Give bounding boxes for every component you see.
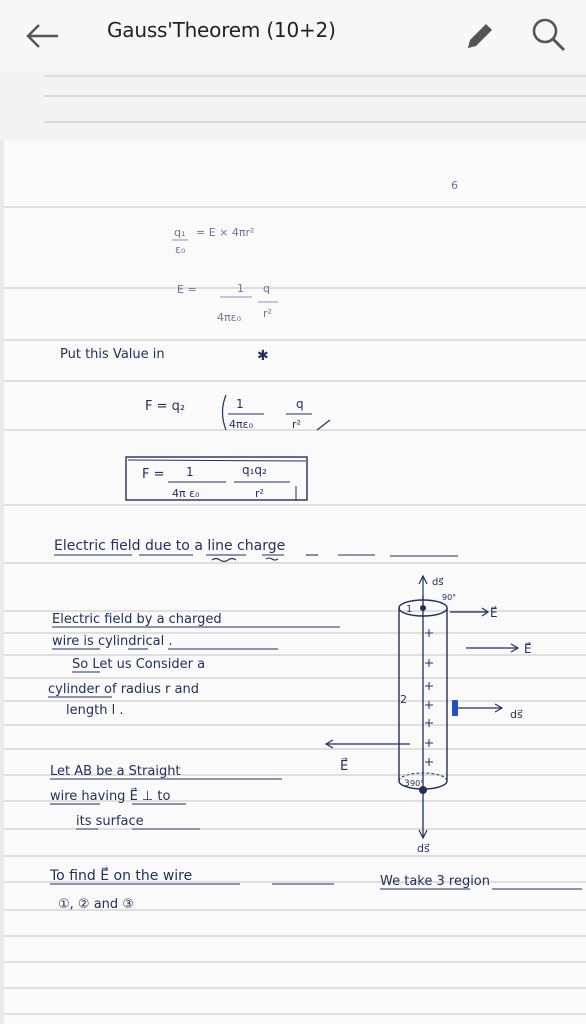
cylinder-diagram [326,576,532,855]
para2-line2: wire having E⃗ ⊥ to [50,789,171,804]
e-left-label: E⃗ [340,759,349,774]
eq3-frac1-num: 1 [236,397,244,411]
heading-underline [54,555,458,562]
eq3-frac2-den: r² [292,418,301,431]
para1-line3: So Let us Consider a [72,657,206,672]
boxed-frac2-den: r² [255,487,264,500]
eq3-frac1-den: 4πε₀ [229,418,253,431]
para3-underlines [50,884,582,889]
para3-right: We take 3 region [380,874,490,889]
surface-element [452,700,458,716]
eq1-right: = E × 4πr² [196,226,255,239]
eq1-left-den: ε₀ [175,243,186,256]
angle-bottom-label: 90° [410,779,425,788]
region-1-label: 1 [406,604,413,615]
section-heading: Electric field due to a line charge [54,538,286,554]
para3-line1: To find E⃗ on the wire [50,868,193,884]
eq2-frac2-num: q [263,282,270,295]
charge-markers [425,629,433,766]
para3-line2: ①, ② and ③ [58,897,134,912]
mid-ds-label: ds⃗ [510,708,523,721]
boxed-left: F = [142,467,165,482]
ruled-lines [4,207,586,1014]
put-text: Put this Value in [60,347,165,362]
eq2-frac1-den: 4πε₀ [217,311,241,324]
top-ds-label: ds⃗ [432,577,444,588]
para2-line1: Let AB be a Straight [50,764,181,779]
para1-line4: cylinder of radius r and [48,682,199,697]
eq2-frac2-den: r² [263,307,272,320]
para2-line3: its surface [76,814,144,829]
page-number: 6 [451,179,458,192]
eq3-left: F = q₂ [145,399,186,414]
page-title: Gauss'Theorem (10+2) [107,18,336,42]
para1-line5: length l . [66,703,124,718]
e-arrow-2-label: E⃗ [524,642,532,656]
boxed-frac1-num: 1 [186,465,194,479]
region-3-label: 3 [404,779,410,789]
region-2-label: 2 [400,693,407,706]
star-mark: ✱ [257,348,269,364]
eq2-left: E = [177,283,197,296]
angle-top-label: 90° [442,593,457,602]
e-arrow-1-label: E⃗ [490,606,498,620]
eq3-frac2-num: q [296,397,304,411]
boxed-frac2-num: q₁q₂ [242,463,267,477]
eq1-left-num: q₁ [174,226,186,239]
bottom-ds-label: ds⃗ [417,842,430,855]
boxed-frac1-den: 4π ε₀ [172,487,200,500]
para1-line2: wire is cylindrical . [52,634,173,649]
para1-line1: Electric field by a charged [52,612,222,627]
eq2-frac1-num: 1 [237,282,244,295]
